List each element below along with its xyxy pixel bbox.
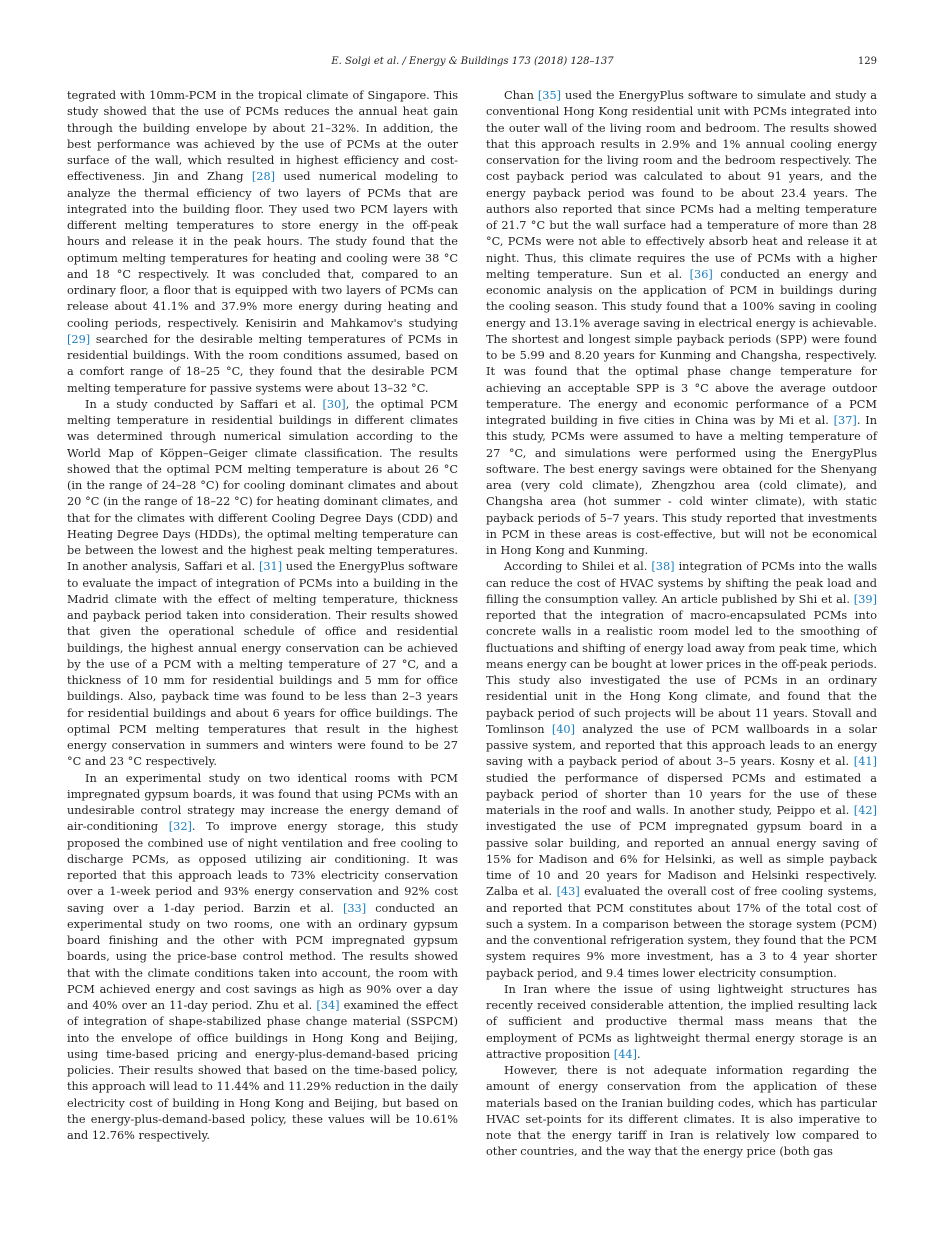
text-run: In a study conducted by Saffari et al.: [85, 397, 323, 411]
citation-link[interactable]: [30]: [322, 397, 346, 411]
citation-link[interactable]: [36]: [689, 267, 713, 281]
running-header: [68, 56, 877, 70]
text-run: However, there is not adequate information regarding the amount of energy conservation from the application of these materials based on the Iranian building codes, which has particular HVAC set-points for its different climates. It is also imperative to note that the energy tariff in Iran is relatively low compared to other countries, and the way that the energy price (both gas: [486, 1064, 877, 1159]
text-run: Chan: [504, 89, 538, 102]
text-run: evaluated the overall cost of free cooling systems, and reported that PCM constitutes about 17% of the total cost of such a system. In a comparison between the storage system (PCM) and the conventional refrigeration system, they found that the PCM system requires 9% more investment, has a 3 to 4 year shorter payback period, and 9.4 times lower electricity consumption.: [486, 885, 877, 980]
page-number: 129: [857, 56, 877, 67]
text-run: integration of PCMs into the walls can reduce the cost of HVAC systems by shifting the peak load and filling the consumption valley. An article published by Shi et al.: [486, 560, 877, 606]
text-run: analyzed the use of PCM wallboards in a solar passive system, and reported that this approach leads to an energy saving with a payback period of about 3–5 years. Kosny et al.: [486, 722, 877, 769]
text-run: used the EnergyPlus software to evaluate the impact of integration of PCMs into a building in the Madrid climate with the effect of melting temperature, thickness and payback period taken into consideration. Their results showed that given the operational schedule of office and residential buildings, the highest annual energy conservation can be achieved by the use of a PCM with a melting temperature of 27 °C, and a thickness of 10 mm for residential buildings and 5 mm for office buildings. Also, payback time was found to be less than 2–3 years for residential buildings and about 6 years for office buildings. The optimal PCM melting temperatures that result in the highest energy conservation in summers and winters were found to be 27 °C and 23 °C respectively.: [67, 560, 458, 769]
text-run: . To improve energy storage, this study proposed the combined use of night ventilation and free cooling to discharge PCMs, as opposed utilizing air conditioning. It was reported that this approach leads to 73% electricity conservation over a 1-week period and 93% energy conservation and 92% cost saving over a 1-day period. Barzin et al.: [67, 820, 458, 915]
text-run: used numerical modeling to analyze the thermal efficiency of two layers of PCMs that are integrated into the building floor. They used two PCM layers with different melting temperatures to store energy in the off-peak hours and release it in the peak hours. The study found that the optimum melting temperatures for heating and cooling were 38 °C and 18 °C respectively. It was concluded that, compared to an ordinary floor, a floor that is equipped with two layers of PCMs can release about 41.1% and 37.9% more energy during heating and cooling periods, respectively. Kenisirin and Mahkamov's studying: [67, 170, 458, 330]
paragraph: [486, 982, 877, 1063]
citation-link[interactable]: [29]: [67, 332, 91, 346]
citation-link[interactable]: [31]: [258, 560, 283, 574]
citation-link[interactable]: [41]: [853, 755, 877, 769]
citation-link[interactable]: [38]: [651, 560, 675, 574]
citation-link[interactable]: [32]: [168, 820, 192, 834]
citation-link[interactable]: [34]: [316, 999, 340, 1012]
text-run: In an experimental study on two identical rooms with PCM impregnated gypsum boards, it was found that using PCMs with an undesirable control strategy may increase the energy demand of air-conditioning: [67, 771, 458, 834]
paragraph: [67, 771, 458, 1145]
text-run: reported that the integration of macro-encapsulated PCMs into concrete walls in a realistic room model led to the smoothing of fluctuations and shifting of energy load away from peak time, which means energy can be bought at lower prices in the off-peak periods. This study also investigated the use of PCMs in an ordinary residential unit in the Hong Kong climate, and found that the payback period of such projects will be about 11 years. Stovall and Tomlinson: [486, 609, 877, 736]
text-run: .: [637, 1047, 641, 1061]
running-title: E. Solgi et al. / Energy & Buildings 173 (2018) 128–137: [331, 56, 614, 67]
text-run: . In this study, PCMs were assumed to have a melting temperature of 27 °C, and simulations were performed using the EnergyPlus software. The best energy savings were obtained for the Shenyang area (very cold climate), Zhengzhou area (cold climate), and Changsha area (hot summer - cold winter climate), with static payback periods of 5–7 years. This study reported that investments in PCM in these areas is cost-effective, but will not be economical in Hong Kong and Kunming.: [486, 414, 878, 557]
paragraph: [486, 559, 877, 982]
text-run: In Iran where the issue of using lightweight structures has recently received considerable attention, the implied resulting lack of sufficient and productive thermal mass means that the employment of PCMs as lightweight thermal energy storage is an attractive proposition: [486, 982, 877, 1061]
citation-link[interactable]: [28]: [251, 170, 276, 184]
text-run: studied the performance of dispersed PCMs and estimated a payback period of shorter than 10 years for the use of these materials in the roof and walls. In another study, Peippo et al.: [486, 771, 877, 817]
text-run: According to Shilei et al.: [504, 560, 652, 574]
citation-link[interactable]: [37]: [833, 414, 857, 427]
text-run: conducted an experimental study on two rooms, one with an ordinary gypsum board finishing and the other with PCM impregnated gypsum boards, using the price-base control method. The results showed that with the climate conditions taken into account, the room with PCM achieved energy and cost savings as high as 90% over a day and 40% over an 11-day period. Zhu et al.: [67, 901, 459, 1012]
citation-link[interactable]: [39]: [853, 592, 877, 606]
citation-link[interactable]: [33]: [342, 901, 367, 915]
paragraph: [67, 88, 458, 397]
text-run: conducted an energy and economic analysis on the application of PCM in buildings during the cooling season. This study found that a 100% saving in cooling energy and 13.1% average saving in electrical energy is achievable. The shortest and longest simple payback periods (SPP) were found to be 5.99 and 8.20 years for Kunming and Changsha, respectively. It was found that the optimal phase change temperature for achieving an acceptable SPP is 3 °C above the average outdoor temperature. The energy and economic performance of a PCM integrated building in five cities in China was by Mi et al.: [486, 267, 877, 427]
citation-link[interactable]: [40]: [551, 722, 576, 736]
paragraph: [486, 1063, 877, 1161]
text-run: used the EnergyPlus software to simulate and study a conventional Hong Kong residential unit with PCMs integrated into the outer wall of the living room and bedroom. The results showed that this approach results in 2.9% and 1% annual cooling energy conservation for the living room and the bedroom respectively. The cost payback period was calculated to about 91 years, and the energy payback period was found to be about 23.4 years. The authors also reported that since PCMs had a melting temperature of 21.7 °C but the wall surface had a temperature of more than 28 °C, PCMs were not able to effectively absorb heat and release it at night. Thus, this climate requires the use of PCMs with a higher melting temperature. Sun et al.: [486, 89, 877, 281]
citation-link[interactable]: [43]: [556, 885, 580, 899]
citation-link[interactable]: [42]: [853, 804, 877, 817]
text-run: examined the effect of integration of shape-stabilized phase change material (SSPCM) into the envelope of office buildings in Hong Kong and Beijing, using time-based pricing and energy-plus-demand-based pricing policies. Their results showed that based on the time-based policy, this approach will lead to 11.44% and 11.29% reduction in the daily electricity cost of building in Hong Kong and Beijing, but based on the energy-plus-demand-based policy, these values will be 10.61% and 12.76% respectively.: [67, 999, 458, 1142]
right-column: [486, 88, 877, 1161]
citation-link[interactable]: [44]: [613, 1047, 637, 1061]
text-run: searched for the desirable melting temperatures of PCMs in residential buildings. With the room conditions assumed, based on a comfort range of 18–25 °C, they found that the desirable PCM melting temperature for passive systems were about 13–32 °C.: [67, 332, 458, 395]
citation-link[interactable]: [35]: [537, 89, 562, 102]
text-run: tegrated with 10mm-PCM in the tropical climate of Singapore. This study showed that the use of PCMs reduces the annual heat gain through the building envelope by about 21–32%. In addition, the best performance was achieved by the use of PCMs at the outer surface of the wall, which resulted in highest efficiency and cost-effectiveness. Jin and Zhang: [67, 89, 458, 184]
paragraph: [486, 88, 877, 559]
text-run: , the optimal PCM melting temperature in residential buildings in different climates was determined through numerical simulation according to the World Map of Köppen–Geiger climate classification. The results showed that the optimal PCM melting temperature is about 26 °C (in the range of 24–28 °C) for cooling dominant climates and about 20 °C (in the range of 18–22 °C) for heating dominant climates, and that for the climates with different Cooling Degree Days (CDD) and Heating Degree Days (HDDs), the optimal melting temperature can be between the lowest and the highest peak melting temperatures. In another analysis, Saffari et al.: [67, 397, 458, 574]
text-run: investigated the use of PCM impregnated gypsum board in a passive solar building, and reported an annual energy saving of 15% for Madison and 6% for Helsinki, as well as simple payback time of 10 and 20 years for Madison and Helsinki respectively. Zalba et al.: [486, 820, 877, 899]
left-column: [67, 88, 458, 1144]
paragraph: [67, 397, 458, 771]
